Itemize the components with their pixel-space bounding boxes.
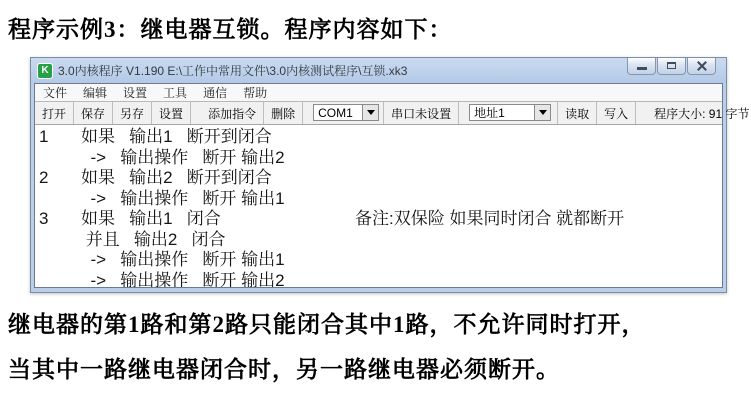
program-line[interactable] xyxy=(35,230,722,251)
line-text: 如果 输出1 闭合 xyxy=(81,209,221,228)
line-number xyxy=(35,250,81,271)
line-text: 并且 输出2 闭合 xyxy=(81,229,226,249)
line-number xyxy=(35,271,81,288)
caption-bottom-line1: 继电器的第1路和第2路只能闭合其中1路，不允许同时打开， xyxy=(8,312,646,337)
caption-bottom xyxy=(8,302,748,392)
minimize-icon xyxy=(637,67,647,70)
settings-button[interactable]: 设置 xyxy=(152,102,191,124)
line-remark: 备注:双保险 如果同时闭合 就都断开 xyxy=(355,209,625,228)
program-line[interactable] xyxy=(35,127,722,148)
menu-item-file[interactable]: 文件 xyxy=(43,86,68,100)
toolbar-gap xyxy=(191,102,201,124)
line-number: 1 xyxy=(39,127,49,146)
window-controls xyxy=(626,58,716,75)
line-number xyxy=(35,148,81,169)
address-select[interactable] xyxy=(469,104,551,121)
app-window xyxy=(30,57,750,293)
serial-status-button[interactable]: 串口未设置 xyxy=(383,102,459,124)
caption-top: 程序示例3：继电器互锁。程序内容如下： xyxy=(8,17,453,42)
client-area xyxy=(34,83,750,288)
menu-item-edit[interactable]: 编辑 xyxy=(83,86,108,100)
add-instruction-button[interactable]: 添加指令 xyxy=(201,102,264,124)
menu-item-help[interactable]: 帮助 xyxy=(243,86,268,100)
line-text: -> 输出操作 断开 输出2 xyxy=(81,147,285,167)
toolbar-gap xyxy=(636,102,646,124)
menu-item-tools[interactable]: 工具 xyxy=(163,86,188,100)
program-line[interactable] xyxy=(35,148,722,169)
line-number: 3 xyxy=(39,209,49,228)
line-number xyxy=(35,230,81,251)
close-icon xyxy=(696,65,708,67)
chevron-down-icon[interactable] xyxy=(534,105,550,120)
program-line[interactable] xyxy=(35,168,722,189)
close-button[interactable] xyxy=(687,58,716,75)
toolbar-gap xyxy=(303,102,313,124)
menu-item-settings[interactable]: 设置 xyxy=(123,86,148,100)
toolbar xyxy=(35,101,750,125)
minimize-button[interactable] xyxy=(627,58,656,75)
line-text: -> 输出操作 断开 输出1 xyxy=(81,250,285,269)
write-button[interactable]: 写入 xyxy=(597,102,636,124)
app-logo-icon: K xyxy=(37,63,53,79)
toolbar-gap xyxy=(459,102,469,124)
address-value: 地址1 xyxy=(474,106,505,120)
maximize-icon xyxy=(667,62,676,69)
line-number: 2 xyxy=(39,168,49,187)
line-number xyxy=(35,189,81,210)
chevron-down-icon[interactable] xyxy=(362,105,378,120)
menu-item-comm[interactable]: 通信 xyxy=(203,86,228,100)
window-title: 3.0内核程序 V1.190 E:\工作中常用文件\3.0内核测试程序\互锁.xk3 xyxy=(58,64,408,78)
caption-bottom-line2: 当其中一路继电器闭合时，另一路继电器必须断开。 xyxy=(8,357,560,382)
save-as-button[interactable]: 另存 xyxy=(113,102,152,124)
program-line[interactable] xyxy=(35,209,722,230)
line-text: -> 输出操作 断开 输出2 xyxy=(81,270,285,287)
program-line[interactable] xyxy=(35,189,722,210)
line-text: -> 输出操作 断开 输出1 xyxy=(81,188,285,208)
maximize-button[interactable] xyxy=(657,58,686,75)
com-port-value: COM1 xyxy=(318,105,353,120)
menubar xyxy=(35,84,722,101)
save-button[interactable]: 保存 xyxy=(74,102,113,124)
program-editor[interactable] xyxy=(35,125,722,287)
program-size-status: 程序大小: 91 字节 xyxy=(654,106,750,121)
program-line[interactable] xyxy=(35,250,722,271)
titlebar[interactable] xyxy=(31,58,726,83)
line-text: 如果 输出1 断开到闭合 xyxy=(81,127,272,146)
read-button[interactable]: 读取 xyxy=(557,102,597,124)
delete-button[interactable]: 删除 xyxy=(264,102,303,124)
program-line[interactable] xyxy=(35,271,722,288)
line-text: 如果 输出2 断开到闭合 xyxy=(81,168,272,187)
open-button[interactable]: 打开 xyxy=(35,102,74,124)
com-port-select[interactable] xyxy=(313,104,379,121)
